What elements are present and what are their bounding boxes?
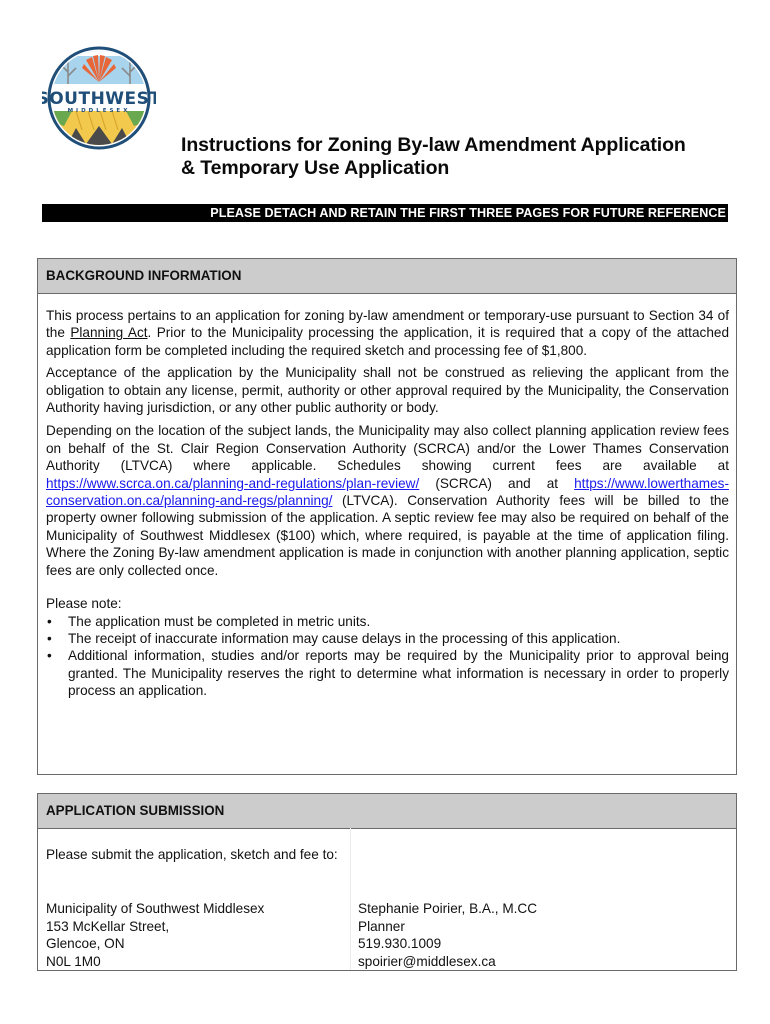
note-text: The application must be completed in metric units.: [68, 613, 371, 629]
note-text: Additional information, studies and/or reports may be required by the Municipality prior to approval being granted. The Municipality reserves the right to determine what information is necessary in order to properly process an application.: [68, 648, 729, 699]
list-item: [46, 630, 729, 647]
background-paragraph-2: Acceptance of the application by the Municipality shall not be construed as relieving the applicant from the obligation to obtain any license, permit, authority or other approval required by the Municipality, the Conservation Authority having jurisdiction, or any other public authority or body.: [46, 365, 729, 416]
planner-phone: 519.930.1009: [358, 936, 442, 952]
application-submission-section: [37, 793, 737, 971]
southwest-middlesex-logo: [42, 44, 156, 152]
paragraph-text: Depending on the location of the subject lands, the Municipality may also collect planning application review fees on behalf of the St. Clair Region Conservation Authority (SCRCA) and/or the Lower Thames Conservation Authority (LTVCA) where applicable. Schedules showing current fees are available at: [46, 423, 729, 474]
document-title: [181, 134, 741, 180]
svg-text:SOUTHWEST: SOUTHWEST: [42, 89, 156, 109]
planner-name: Stephanie Poirier, B.A., M.CC: [358, 901, 538, 916]
list-item: [46, 647, 729, 699]
planner-contact: [358, 900, 537, 970]
paragraph-text: This process pertains to an application for zoning by-law amendment or temporary-use pursuant to Section 34 of the: [46, 308, 729, 341]
background-information-header: BACKGROUND INFORMATION: [38, 259, 736, 294]
address-line: 153 McKellar Street,: [46, 918, 170, 934]
ltvca-fees-link[interactable]: https://www.lowerthames-conservation.on.ca/planning-and-regs/planning/: [46, 475, 729, 509]
retain-pages-banner: PLEASE DETACH AND RETAIN THE FIRST THREE PAGES FOR FUTURE REFERENCE: [42, 204, 728, 222]
list-item: [46, 613, 729, 630]
municipality-address: [46, 900, 264, 970]
planner-title: Planner: [358, 918, 405, 934]
scrca-fees-link[interactable]: https://www.scrca.on.ca/planning-and-regulations/plan-review/: [46, 475, 420, 491]
address-line: Municipality of Southwest Middlesex: [46, 901, 265, 916]
bullet-icon: •: [47, 613, 52, 629]
bullet-icon: •: [47, 648, 52, 664]
paragraph-text: (SCRCA) and at: [419, 475, 575, 491]
paragraph-text: (LTVCA). Conservation Authority fees will be billed to the property owner following submission of the application. A septic review fee may also be required on behalf of the Municipality of Southwest Middlesex ($100) which, where required, is payable at the time of application filing. Where the Zoning By-law amendment application is made in conjunction with another planning application, septic fees are only collected once.: [46, 493, 729, 578]
column-divider: [350, 828, 351, 970]
svg-text:MIDDLESEX: MIDDLESEX: [67, 108, 131, 114]
planning-act-reference: Planning Act: [70, 325, 148, 341]
bullet-icon: •: [47, 630, 52, 646]
submission-instructions: Please submit the application, sketch and fee to:: [46, 847, 338, 862]
note-text: The receipt of inaccurate information may cause delays in the processing of this application.: [68, 630, 621, 646]
planner-email: spoirier@middlesex.ca: [358, 953, 496, 969]
logo-emblem-icon: [42, 44, 156, 152]
notes-list: [46, 613, 729, 700]
title-line-2: & Temporary Use Application: [181, 157, 450, 179]
background-paragraph-3: [46, 422, 729, 579]
title-line-1: Instructions for Zoning By-law Amendment Application: [181, 134, 686, 156]
please-note-block: [46, 595, 729, 699]
address-line: Glencoe, ON: [46, 936, 125, 952]
address-line: N0L 1M0: [46, 953, 101, 969]
please-note-label: Please note:: [46, 596, 122, 612]
background-paragraph-1: [46, 307, 729, 359]
paragraph-text: . Prior to the Municipality processing the application, it is required that a copy of the attached application form be completed including the required sketch and processing fee of $1,800.: [46, 325, 730, 358]
background-information-section: [37, 258, 737, 775]
application-submission-header: APPLICATION SUBMISSION: [38, 794, 736, 829]
